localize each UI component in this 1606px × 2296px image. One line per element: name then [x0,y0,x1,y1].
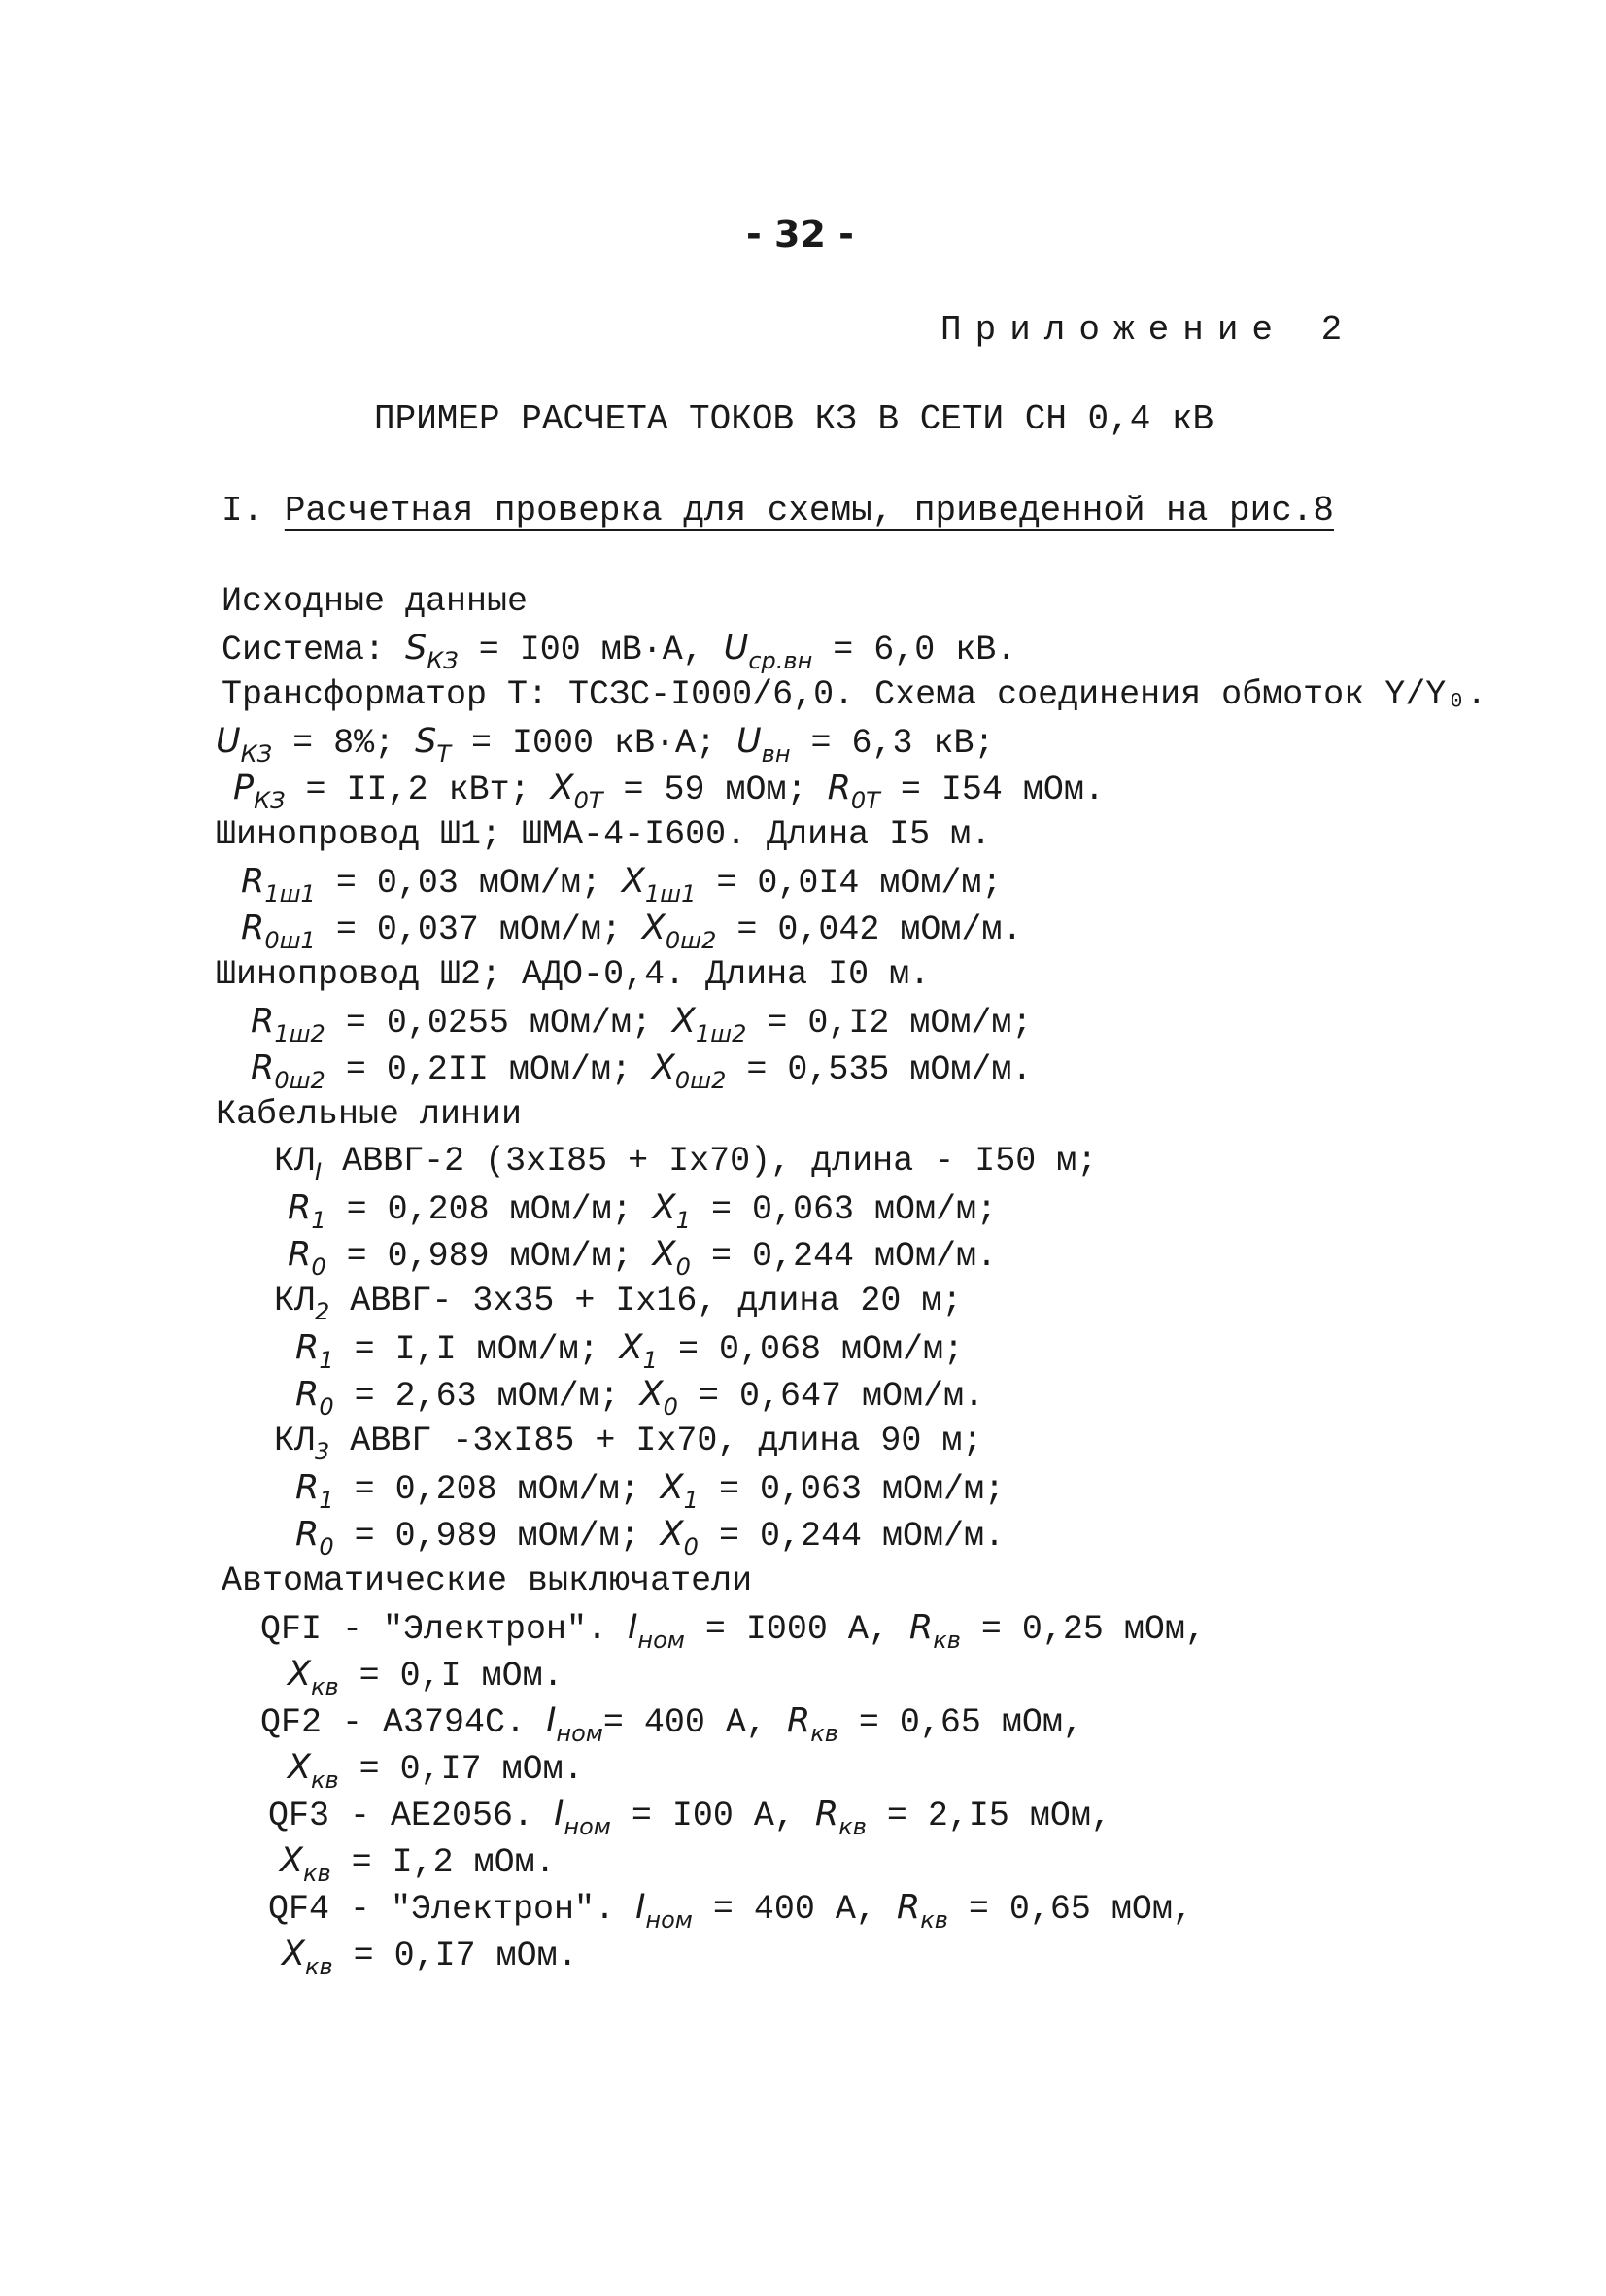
formula-text: = I00 мВ·А, [458,631,724,669]
formula-symbol: U [216,722,241,761]
document-title: ПРИМЕР РАСЧЕТА ТОКОВ КЗ В СЕТИ СН 0,4 кВ [374,399,1214,439]
formula-symbol: I [546,1701,557,1740]
busbar-2-line: Шинопровод Ш2; АДО-0,4. Длина I0 м. [216,955,931,994]
formula-subscript: 0 [663,1393,678,1421]
formula-subscript: 0 [319,1533,334,1560]
formula-text: = 0,0255 мОм/м; [325,1004,672,1043]
formula-subscript: ном [645,1906,693,1934]
appendix-label: Приложение 2 [940,310,1356,350]
formula-text: КЛ [274,1142,316,1181]
formula-subscript: ном [564,1813,611,1840]
formula-symbol: R [288,1188,312,1227]
formula-subscript: кв [302,1860,331,1887]
formula-symbol: R [827,769,851,807]
formula-subscript: 0 [319,1393,334,1421]
formula-subscript: 1ш1 [264,880,316,908]
formula-symbol: P [233,769,255,807]
formula-symbol: X [639,1375,664,1414]
breaker-qf3-x [280,1841,556,1887]
formula-text: = 0,0I4 мОм/м; [696,864,1003,903]
formula-subscript: 0ш2 [665,927,717,954]
cable-line-3-params-2 [295,1515,1005,1560]
formula-subscript: 1ш2 [274,1020,325,1047]
cable-line-2-params-1 [295,1328,964,1374]
cable-line-1 [274,1142,1098,1185]
section-title: Расчетная проверка для схемы, приведенной на рис.8 [284,491,1335,531]
formula-text: = I54 мОм. [879,771,1105,809]
busbar-1-params-2 [241,908,1023,954]
formula-subscript: 1 [683,1487,699,1514]
formula-text: = 0,I2 мОм/м; [746,1004,1033,1043]
formula-text: = 2,I5 мОм, [866,1797,1111,1835]
formula-subscript: 0ш1 [264,927,316,954]
formula-subscript: 1 [319,1487,334,1514]
formula-subscript: 2 [315,1298,330,1325]
formula-subscript: 1ш1 [644,880,697,908]
formula-text: = 0,063 мОм/м; [698,1470,1005,1509]
breaker-qf2-x [288,1748,584,1794]
formula-symbol: X [660,1468,684,1507]
formula-symbol: I [635,1888,646,1927]
formula-text: = 0,042 мОм/м. [716,910,1023,949]
formula-subscript: ср.вн [748,647,813,674]
cable-line-1-params-1 [288,1188,997,1234]
busbar-2-params-2 [251,1048,1033,1094]
formula-text: = I000 А, [684,1610,909,1649]
section-number: I. [222,491,264,531]
formula-text: = 0,2II мОм/м; [325,1050,652,1089]
formula-text: = 0,65 мОм, [837,1703,1083,1742]
formula-text: АВВГ -3хI85 + Iх70, длина 90 м; [329,1422,983,1460]
breakers-heading: Автоматические выключатели [222,1561,753,1600]
formula-text: = 0,65 мОм, [947,1890,1193,1929]
formula-text: = 0,208 мОм/м; [325,1190,653,1229]
formula-subscript: 3 [315,1438,330,1465]
formula-subscript: кв [920,1906,948,1934]
formula-symbol: S [405,629,427,668]
formula-subscript: 1 [311,1207,326,1234]
formula-text: Система: [222,631,406,669]
formula-text: = 2,63 мОм/м; [333,1377,640,1416]
formula-text: КЛ [274,1282,316,1320]
formula-symbol: R [295,1328,320,1367]
formula-subscript: 0 [675,1253,691,1281]
formula-symbol: X [660,1515,684,1554]
formula-text: = 0,244 мОм/м. [690,1237,997,1276]
formula-symbol: R [241,908,265,947]
formula-text: КЛ [274,1422,316,1460]
formula-text: = 400 А, [602,1703,787,1742]
busbar-1-line: Шинопровод Ш1; ШМА-4-I600. Длина I5 м. [216,815,992,854]
formula-text: = 0,068 мОм/м; [657,1330,964,1369]
formula-text: = 0,I7 мОм. [332,1936,578,1975]
cable-line-2 [274,1282,963,1325]
formula-text: = I,2 мОм. [330,1843,556,1882]
formula-subscript: ном [556,1720,603,1747]
formula-subscript: кв [810,1720,838,1747]
formula-text: QF4 - "Электрон". [268,1890,636,1929]
formula-subscript: кв [933,1627,961,1654]
transformer-params-2 [233,769,1105,814]
formula-subscript: 1ш2 [695,1020,747,1047]
formula-symbol: I [554,1795,564,1833]
formula-subscript: Т [436,740,451,768]
cable-line-1-params-2 [288,1235,997,1281]
transformer-line: Трансформатор Т: ТСЗС-I000/6,0. Схема соединения обмоток Y/Y₀. [222,675,1487,714]
formula-text: = 0,647 мОм/м. [677,1377,984,1416]
formula-symbol: R [814,1795,839,1833]
breaker-qf4 [268,1888,1193,1934]
formula-text: = I,I мОм/м; [333,1330,620,1369]
formula-symbol: S [415,722,437,761]
formula-subscript: I [315,1158,323,1185]
formula-symbol: R [295,1375,320,1414]
formula-text: = I00 А, [610,1797,815,1835]
formula-subscript: КЗ [240,740,273,768]
formula-text: = 6,3 кВ; [790,724,995,763]
formula-symbol: X [652,1188,676,1227]
formula-subscript: кв [310,1766,339,1794]
breaker-qf3 [268,1795,1111,1840]
formula-symbol: R [295,1468,320,1507]
formula-symbol: X [550,769,574,807]
formula-symbol: R [908,1608,934,1647]
formula-text: = 59 мОм; [602,771,828,809]
formula-symbol: X [288,1655,311,1694]
formula-text: АВВГ- 3х35 + Iх16, длина 20 м; [329,1282,963,1320]
formula-symbol: X [641,908,666,947]
formula-subscript: 1 [675,1207,691,1234]
formula-text: = 0,037 мОм/м; [315,910,642,949]
formula-subscript: 1 [642,1347,658,1374]
cable-line-3 [274,1422,983,1465]
formula-text: = 0,989 мОм/м; [333,1517,661,1556]
busbar-1-params-1 [241,862,1003,908]
cable-line-3-params-1 [295,1468,1005,1514]
formula-text: QF2 - А3794С. [260,1703,547,1742]
cable-lines-heading: Кабельные линии [216,1095,523,1134]
formula-symbol: R [896,1888,921,1927]
formula-symbol: X [282,1935,305,1973]
formula-text: = II,2 кВт; [285,771,551,809]
formula-subscript: КЗ [427,647,459,674]
formula-symbol: R [288,1235,312,1274]
breaker-qf1-x [288,1655,564,1700]
formula-subscript: кв [310,1673,339,1700]
breaker-qf2 [260,1701,1083,1747]
formula-symbol: R [251,1048,275,1087]
formula-subscript: кв [304,1953,333,1980]
formula-symbol: R [251,1002,275,1041]
formula-subscript: ном [637,1627,685,1654]
formula-text: = I000 кВ·А; [450,724,737,763]
formula-symbol: I [628,1608,638,1647]
breaker-qf4-x [282,1935,578,1980]
formula-subscript: вн [761,740,791,768]
formula-text: = 0,535 мОм/м. [726,1050,1033,1089]
formula-text: = 8%; [272,724,416,763]
breaker-qf1 [260,1608,1206,1654]
section-heading [222,491,1335,531]
formula-text: = 6,0 кВ. [812,631,1017,669]
formula-subscript: 0Т [850,787,880,814]
formula-symbol: X [621,862,645,901]
page-number: - 32 - [746,213,854,256]
cable-line-2-params-2 [295,1375,984,1421]
formula-text: = 0,I мОм. [338,1657,564,1696]
formula-subscript: 0ш2 [274,1067,325,1094]
formula-symbol: X [288,1748,311,1787]
source-data-heading: Исходные данные [222,582,529,621]
system-line [222,629,1017,674]
formula-text: = 0,25 мОм, [960,1610,1206,1649]
formula-symbol: X [280,1841,303,1880]
formula-subscript: 1 [319,1347,334,1374]
formula-symbol: R [295,1515,320,1554]
formula-subscript: КЗ [254,787,286,814]
formula-subscript: 0 [311,1253,326,1281]
formula-symbol: X [671,1002,696,1041]
formula-text: QF3 - АЕ2056. [268,1797,555,1835]
formula-symbol: R [241,862,265,901]
formula-text: = 400 А, [692,1890,897,1929]
formula-subscript: кв [838,1813,867,1840]
transformer-params-1 [216,722,995,768]
formula-text: = 0,I7 мОм. [338,1750,584,1789]
formula-symbol: X [652,1235,676,1274]
formula-text: = 0,244 мОм/м. [698,1517,1005,1556]
formula-symbol: U [723,629,749,668]
formula-text: АВВГ-2 (3хI85 + Iх70), длина - I50 м; [322,1142,1098,1181]
formula-text: QFI - "Электрон". [260,1610,629,1649]
formula-symbol: X [651,1048,675,1087]
formula-subscript: 0 [683,1533,699,1560]
formula-symbol: U [736,722,762,761]
formula-subscript: 0ш2 [674,1067,727,1094]
formula-text: = 0,063 мОм/м; [690,1190,997,1229]
formula-text: = 0,03 мОм/м; [315,864,622,903]
formula-symbol: R [786,1701,811,1740]
formula-symbol: X [619,1328,643,1367]
formula-text: = 0,208 мОм/м; [333,1470,661,1509]
formula-text: = 0,989 мОм/м; [325,1237,653,1276]
busbar-2-params-1 [251,1002,1033,1047]
formula-subscript: 0Т [573,787,603,814]
